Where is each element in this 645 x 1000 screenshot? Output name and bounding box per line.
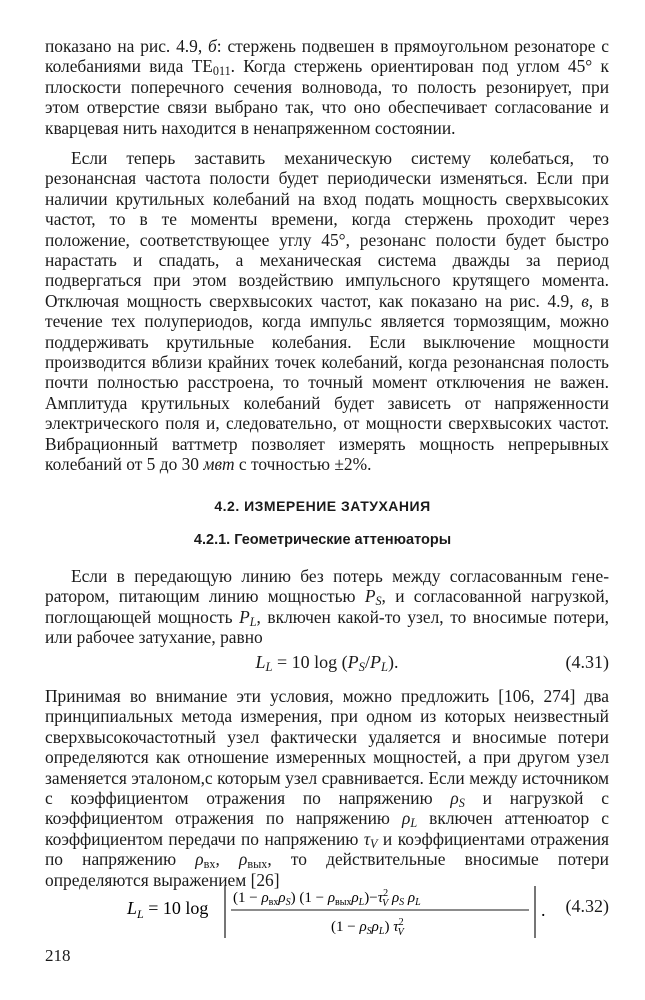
equation-period: . bbox=[541, 900, 546, 920]
equation-numerator: $(1 - \rho_{вх}\rho_S)$ $(1 - \rho_{вых}\rho_L)-\tau^2$ V $\rho_S$ $\rho_L$ bbox=[233, 888, 421, 909]
paragraph-2: Если теперь заставить механическую систему колебаться, то резонансная частота полости будет периодически изменяться. Если при наличии крутильных колебаний на вход подать мощность сверхвысоких частот, то в те моменты времени, когда стержень проходит через положение, соответствующее углу 45°, резонанс полости будет быстро нарастать и спадать, а механическая система дважды за период подвергаться при этом воздействию импульсного крутящего момента. Отключая мощность сверхвысоких частот, как показано на рис. 4.9, в, в течение тех полупериодов, когда импульс является тормозящим, можно поддерживать крутильные колебания. Если выключение мощности производится вблизи крайних точек колебаний, когда резонансная полость почти полностью расстроена, то точный момент отключения не важен. Амплитуда крутильных колебаний будет зависеть от напряженности электрического поля и, следовательно, от мощности сверхвысоких частот. Вибрационный ваттметр позволяет измерять мощность непрерывных колебаний от 5 до 30 мвт с точностью ±2%. bbox=[45, 148, 609, 475]
page-number: 218 bbox=[45, 946, 71, 965]
equation-4-32 bbox=[45, 868, 609, 948]
equation-4-31-number: (4.31) bbox=[565, 652, 609, 672]
paragraph-1: показано на рис. 4.9, б: стержень подвешен в прямоугольном резонаторе с колебаниями вида $TE_{011}$. Когда стержень ориентирован под углом 45° к плоскости поперечного сечения волновода, то полость резонирует, при этом отверстие связи выбрано так, что оно обеспечивает согласование и кварцевая нить находится в ненапряженном состоянии. bbox=[45, 36, 609, 138]
equation-4-31 bbox=[45, 652, 609, 682]
section-heading: 4.2. ИЗМЕРЕНИЕ ЗАТУХАНИЯ bbox=[214, 498, 431, 514]
equation-4-32-graphic bbox=[45, 868, 609, 948]
paragraph-4: Принимая во внимание эти условия, можно предложить [106, 274] два принципиальных метода измерения, при одном из которых неизвестный сверхвысокочастотный узел фактически удаляется и вносимые потери определяются как отношение измеренных мощностей, а при другом узел заменяется эталоном,с которым узел сравнивается. Если между источником с коэффициентом отражения по напряжению $\rho_S$ и нагрузкой с коэффициентом отражения по напряжению $\rho_L$ включен аттенюатор с коэффициентом передачи по напряжению $\tau_V$ и коэффициентами отражения по напряжению $\rho_{вх}$, $\rho_{вых}$, то действительные вносимые потери определяются выражением [26] bbox=[45, 686, 610, 890]
equation-4-32-number: (4.32) bbox=[565, 896, 609, 916]
equation-4-31-body: $L_L = 10$ $\log (P_S/P_L)$. bbox=[255, 652, 399, 675]
equation-denominator: $(1 - \rho_S\rho_L)$ $\tau^2$ V bbox=[331, 917, 404, 938]
equation-lhs: $L_L = 10$ log bbox=[127, 898, 209, 921]
subsection-heading: 4.2.1. Геометрические аттенюаторы bbox=[193, 532, 452, 548]
paragraph-3: Если в передающую линию без потерь между согласованным генератором, питающим линию мощностью $P_S$, и согласованной нагрузкой, поглощающей мощность $P_L$, включен какой-то узел, то вносимые потери, или рабочее затухание, равно bbox=[45, 566, 609, 648]
